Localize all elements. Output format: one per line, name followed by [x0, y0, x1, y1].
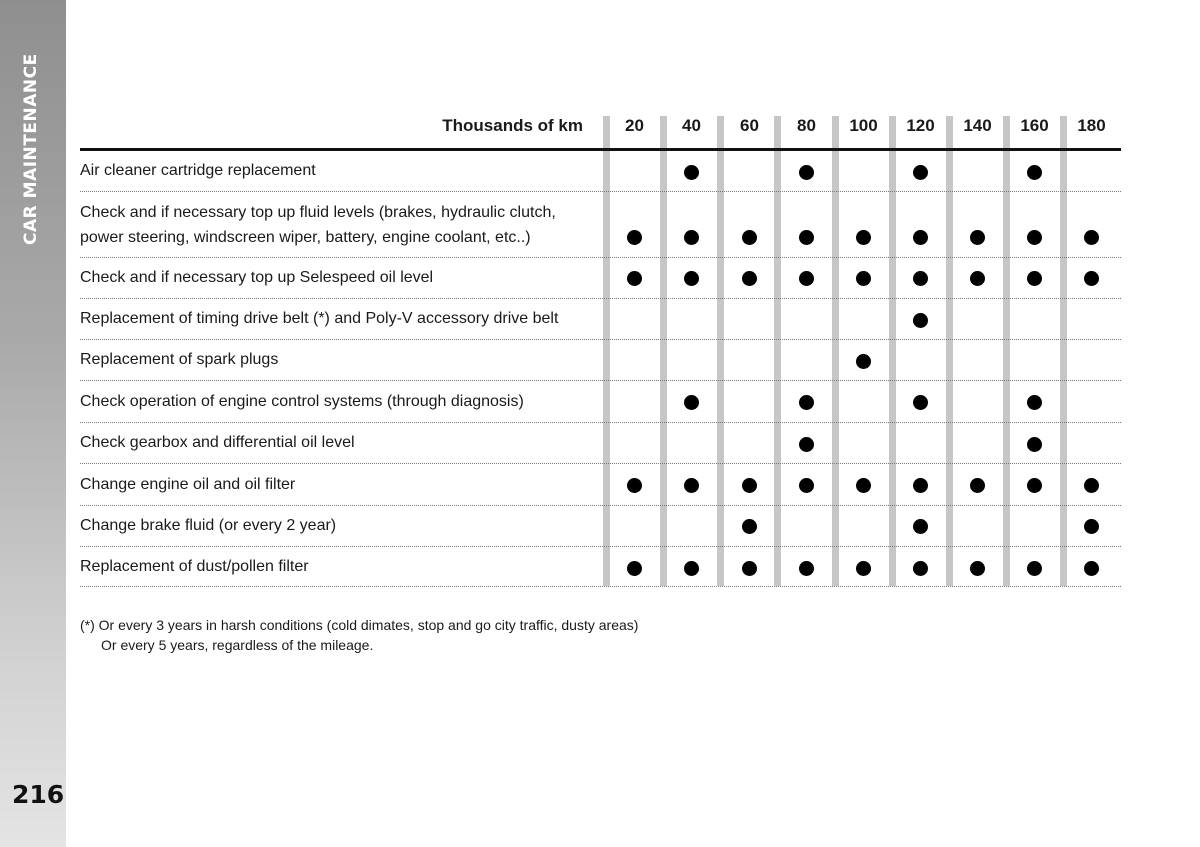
interval-dot: [627, 271, 642, 286]
interval-dot: [856, 271, 871, 286]
row-label: Check gearbox and differential oil level: [80, 434, 355, 451]
interval-dot: [856, 230, 871, 245]
row-label: Check and if necessary top up Selespeed oil level: [80, 269, 434, 286]
interval-dot: [627, 478, 642, 493]
interval-dot: [1027, 165, 1042, 180]
row-label: Replacement of spark plugs: [80, 351, 279, 368]
interval-dot: [913, 478, 928, 493]
interval-dot: [913, 230, 928, 245]
km-column-header: 180: [1077, 116, 1106, 135]
interval-dot: [1027, 478, 1042, 493]
interval-dot: [627, 561, 642, 576]
interval-dot: [627, 230, 642, 245]
footnote-line-1: (*) Or every 3 years in harsh conditions (cold dimates, stop and go city traffic, dusty areas): [80, 617, 639, 633]
interval-dot: [742, 519, 757, 534]
interval-dot: [913, 271, 928, 286]
km-column-header: 20: [625, 116, 644, 135]
table-row: [80, 192, 1121, 258]
interval-dot: [799, 165, 814, 180]
page-number: 216: [12, 780, 65, 809]
km-column-header: 120: [906, 116, 935, 135]
interval-dot: [1084, 519, 1099, 534]
section-title: CAR MAINTENANCE: [21, 53, 41, 245]
interval-dot: [913, 519, 928, 534]
table-row: [80, 340, 1121, 381]
interval-dot: [799, 395, 814, 410]
interval-dot: [742, 271, 757, 286]
table-row: [80, 258, 1121, 299]
interval-dot: [799, 561, 814, 576]
row-label: Change engine oil and oil filter: [80, 476, 296, 493]
table-row: [80, 151, 1121, 192]
interval-dot: [799, 478, 814, 493]
interval-dot: [970, 561, 985, 576]
row-label: Replacement of timing drive belt (*) and Poly-V accessory drive belt: [80, 310, 559, 327]
interval-dot: [684, 561, 699, 576]
interval-dot: [913, 395, 928, 410]
interval-dot: [1027, 271, 1042, 286]
interval-dot: [913, 313, 928, 328]
interval-dot: [742, 230, 757, 245]
interval-dot: [1084, 271, 1099, 286]
interval-dot: [856, 354, 871, 369]
interval-dot: [1084, 561, 1099, 576]
interval-dot: [684, 165, 699, 180]
interval-dot: [1084, 478, 1099, 493]
interval-dot: [856, 478, 871, 493]
row-label: Air cleaner cartridge replacement: [80, 162, 316, 179]
interval-dot: [856, 561, 871, 576]
km-column-header: 140: [963, 116, 992, 135]
interval-dot: [1027, 561, 1042, 576]
interval-dot: [1027, 437, 1042, 452]
km-column-header: 100: [849, 116, 878, 135]
km-column-header: 80: [797, 116, 816, 135]
row-label: Change brake fluid (or every 2 year): [80, 517, 337, 534]
footnote: [80, 615, 638, 655]
interval-dot: [913, 165, 928, 180]
interval-dot: [1027, 395, 1042, 410]
km-column-header: 160: [1020, 116, 1049, 135]
interval-dot: [1084, 230, 1099, 245]
row-label: Replacement of dust/pollen filter: [80, 558, 309, 575]
interval-dot: [799, 230, 814, 245]
interval-dot: [970, 478, 985, 493]
interval-dot: [742, 478, 757, 493]
header-label: Thousands of km: [442, 116, 583, 135]
interval-dot: [1027, 230, 1042, 245]
km-column-header: 60: [740, 116, 759, 135]
interval-dot: [684, 478, 699, 493]
interval-dot: [799, 437, 814, 452]
interval-dot: [684, 395, 699, 410]
interval-dot: [684, 271, 699, 286]
interval-dot: [970, 230, 985, 245]
interval-dot: [742, 561, 757, 576]
table-row: [80, 299, 1121, 340]
row-label: Check operation of engine control systems (through diagnosis): [80, 393, 524, 410]
table-row: [80, 506, 1121, 547]
interval-dot: [913, 561, 928, 576]
row-label: Check and if necessary top up fluid levels (brakes, hydraulic clutch, power steering, windscreen wiper, battery, engine coolant, etc..): [80, 204, 556, 246]
table-row: [80, 381, 1121, 423]
interval-dot: [799, 271, 814, 286]
interval-dot: [684, 230, 699, 245]
table-row: [80, 464, 1121, 506]
table-row: [80, 547, 1121, 587]
km-column-header: 40: [682, 116, 701, 135]
interval-dot: [970, 271, 985, 286]
footnote-line-2: Or every 5 years, regardless of the mileage.: [101, 637, 374, 653]
table-row: [80, 423, 1121, 464]
table-header: [80, 112, 1121, 148]
